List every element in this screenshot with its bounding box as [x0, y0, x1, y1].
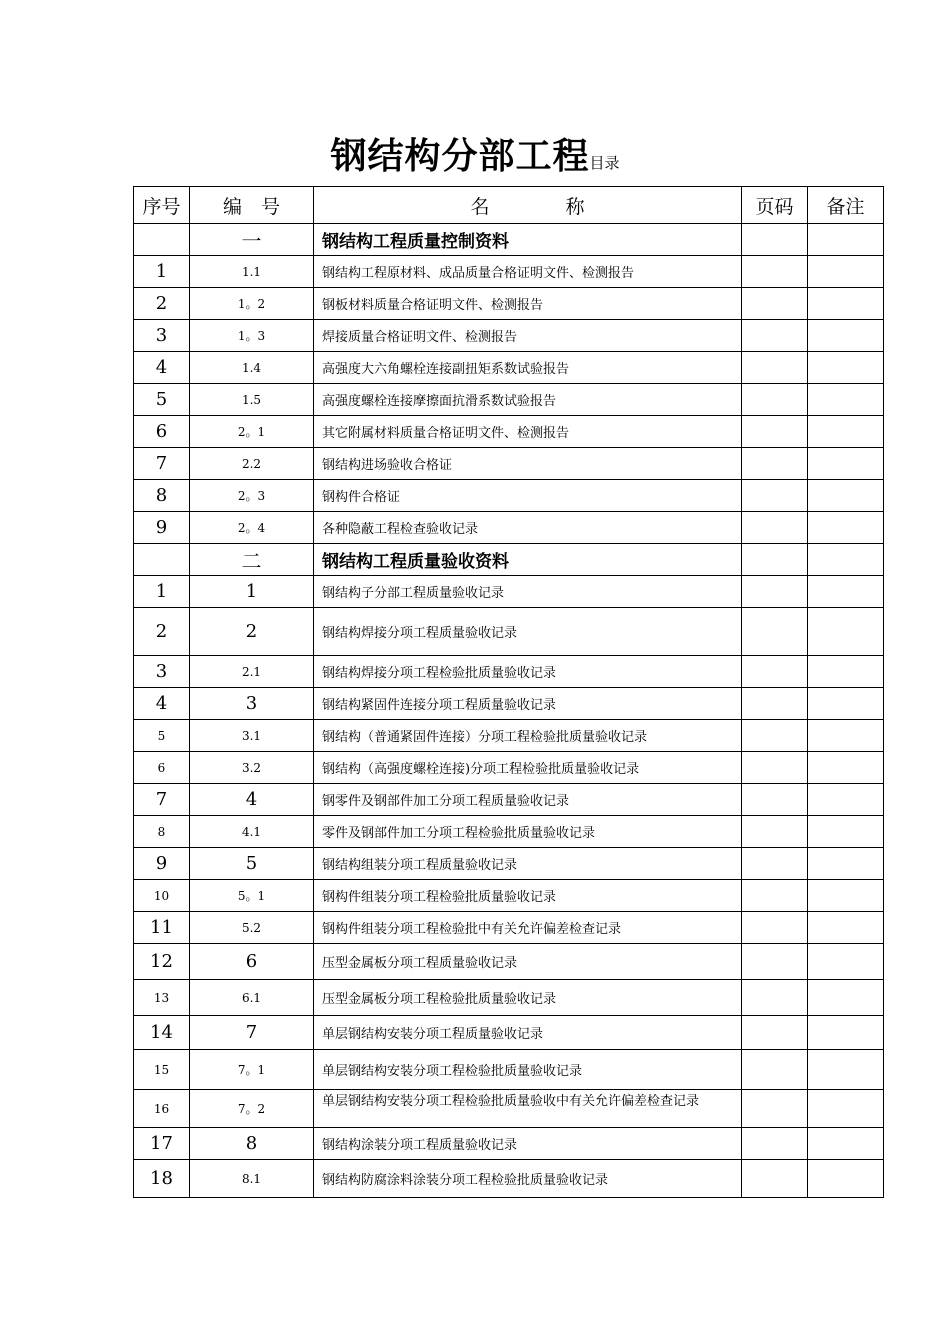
catalog-table: [133, 186, 884, 1198]
cell-name: 单层钢结构安装分项工程质量验收记录: [314, 1016, 742, 1050]
cell-seq: 13: [134, 980, 190, 1016]
cell-seq: 1: [134, 256, 190, 288]
cell-page: [742, 784, 808, 816]
cell-remark: [808, 256, 884, 288]
table-row: [134, 288, 884, 320]
cell-seq: 5: [134, 720, 190, 752]
cell-seq: 11: [134, 912, 190, 944]
cell-name: 钢结构焊接分项工程检验批质量验收记录: [314, 656, 742, 688]
table-row: [134, 576, 884, 608]
section-row: [134, 224, 884, 256]
cell-seq: 2: [134, 288, 190, 320]
cell-name: 其它附属材料质量合格证明文件、检测报告: [314, 416, 742, 448]
table-row: [134, 1090, 884, 1128]
cell-name: 钢结构工程原材料、成品质量合格证明文件、检测报告: [314, 256, 742, 288]
cell-page: [742, 980, 808, 1016]
cell-name: 钢构件合格证: [314, 480, 742, 512]
cell-name: 钢结构子分部工程质量验收记录: [314, 576, 742, 608]
cell-seq: 4: [134, 688, 190, 720]
cell-seq: 7: [134, 784, 190, 816]
cell-name: 钢结构（高强度螺栓连接)分项工程检验批质量验收记录: [314, 752, 742, 784]
section-row: [134, 544, 884, 576]
cell-page: [742, 512, 808, 544]
cell-name: 焊接质量合格证明文件、检测报告: [314, 320, 742, 352]
table-row: [134, 480, 884, 512]
cell-remark: [808, 224, 884, 256]
cell-remark: [808, 544, 884, 576]
cell-remark: [808, 288, 884, 320]
cell-remark: [808, 384, 884, 416]
cell-page: [742, 416, 808, 448]
cell-page: [742, 448, 808, 480]
cell-remark: [808, 1128, 884, 1160]
cell-page: [742, 912, 808, 944]
table-row: [134, 256, 884, 288]
table-row: [134, 1050, 884, 1090]
cell-code: 二: [190, 544, 314, 576]
cell-code: 1。3: [190, 320, 314, 352]
cell-name: 钢结构组装分项工程质量验收记录: [314, 848, 742, 880]
cell-name: 零件及钢部件加工分项工程检验批质量验收记录: [314, 816, 742, 848]
cell-code: 8: [190, 1128, 314, 1160]
header-name: 名 称: [314, 187, 742, 224]
cell-remark: [808, 784, 884, 816]
cell-remark: [808, 608, 884, 656]
cell-seq: 8: [134, 480, 190, 512]
cell-remark: [808, 720, 884, 752]
table-row: [134, 448, 884, 480]
cell-name: 各种隐蔽工程检查验收记录: [314, 512, 742, 544]
cell-page: [742, 480, 808, 512]
cell-seq: 17: [134, 1128, 190, 1160]
cell-seq: 10: [134, 880, 190, 912]
cell-remark: [808, 656, 884, 688]
cell-page: [742, 544, 808, 576]
table-row: [134, 752, 884, 784]
cell-seq: 2: [134, 608, 190, 656]
table-row: [134, 912, 884, 944]
cell-name: 钢结构紧固件连接分项工程质量验收记录: [314, 688, 742, 720]
table-row: [134, 320, 884, 352]
cell-remark: [808, 816, 884, 848]
table-row: [134, 944, 884, 980]
cell-code: 3.1: [190, 720, 314, 752]
cell-page: [742, 384, 808, 416]
cell-page: [742, 608, 808, 656]
cell-name: 单层钢结构安装分项工程检验批质量验收中有关允许偏差检查记录: [314, 1090, 742, 1128]
table-row: [134, 880, 884, 912]
cell-code: 3.2: [190, 752, 314, 784]
cell-seq: 7: [134, 448, 190, 480]
cell-page: [742, 848, 808, 880]
cell-code: 1.4: [190, 352, 314, 384]
cell-seq: 18: [134, 1160, 190, 1198]
cell-page: [742, 288, 808, 320]
cell-seq: 3: [134, 320, 190, 352]
table-row: [134, 656, 884, 688]
cell-code: 2。4: [190, 512, 314, 544]
cell-code: 1: [190, 576, 314, 608]
cell-name: 压型金属板分项工程质量验收记录: [314, 944, 742, 980]
cell-name: 压型金属板分项工程检验批质量验收记录: [314, 980, 742, 1016]
cell-remark: [808, 1160, 884, 1198]
table-row: [134, 1128, 884, 1160]
table-row: [134, 688, 884, 720]
cell-seq: 6: [134, 752, 190, 784]
cell-remark: [808, 416, 884, 448]
cell-seq: [134, 544, 190, 576]
cell-seq: 9: [134, 512, 190, 544]
cell-page: [742, 352, 808, 384]
catalog-table-body: [134, 187, 884, 1198]
cell-seq: 4: [134, 352, 190, 384]
cell-name: 钢板材料质量合格证明文件、检测报告: [314, 288, 742, 320]
cell-name: 钢结构（普通紧固件连接）分项工程检验批质量验收记录: [314, 720, 742, 752]
cell-code: 1.5: [190, 384, 314, 416]
cell-page: [742, 688, 808, 720]
cell-name: 单层钢结构安装分项工程检验批质量验收记录: [314, 1050, 742, 1090]
title-sub: 目录: [589, 154, 620, 172]
cell-code: 1。2: [190, 288, 314, 320]
cell-name: 钢结构防腐涂料涂装分项工程检验批质量验收记录: [314, 1160, 742, 1198]
cell-seq: 3: [134, 656, 190, 688]
table-row: [134, 848, 884, 880]
cell-remark: [808, 512, 884, 544]
cell-code: 4: [190, 784, 314, 816]
cell-seq: 1: [134, 576, 190, 608]
header-page: 页码: [742, 187, 808, 224]
cell-remark: [808, 1050, 884, 1090]
table-row: [134, 416, 884, 448]
cell-seq: 6: [134, 416, 190, 448]
cell-page: [742, 1016, 808, 1050]
cell-page: [742, 1128, 808, 1160]
cell-page: [742, 720, 808, 752]
cell-code: 2.1: [190, 656, 314, 688]
cell-code: 7: [190, 1016, 314, 1050]
cell-seq: 9: [134, 848, 190, 880]
cell-name: 钢结构进场验收合格证: [314, 448, 742, 480]
cell-remark: [808, 320, 884, 352]
cell-remark: [808, 448, 884, 480]
table-row: [134, 1160, 884, 1198]
cell-name: 钢零件及钢部件加工分项工程质量验收记录: [314, 784, 742, 816]
cell-page: [742, 944, 808, 980]
cell-seq: 5: [134, 384, 190, 416]
cell-remark: [808, 1090, 884, 1128]
header-row: [134, 187, 884, 224]
table-row: [134, 720, 884, 752]
cell-code: 2: [190, 608, 314, 656]
table-row: [134, 352, 884, 384]
cell-code: 一: [190, 224, 314, 256]
cell-remark: [808, 912, 884, 944]
title-main: 钢结构分部工程: [330, 136, 590, 177]
cell-remark: [808, 688, 884, 720]
cell-remark: [808, 980, 884, 1016]
cell-name: 高强度大六角螺栓连接副扭矩系数试验报告: [314, 352, 742, 384]
cell-page: [742, 816, 808, 848]
cell-seq: 15: [134, 1050, 190, 1090]
cell-page: [742, 880, 808, 912]
cell-code: 5: [190, 848, 314, 880]
cell-remark: [808, 752, 884, 784]
cell-remark: [808, 880, 884, 912]
cell-page: [742, 1050, 808, 1090]
header-remark: 备注: [808, 187, 884, 224]
cell-name: 钢构件组装分项工程检验批中有关允许偏差检查记录: [314, 912, 742, 944]
table-row: [134, 1016, 884, 1050]
table-row: [134, 784, 884, 816]
cell-remark: [808, 1016, 884, 1050]
document-title: [0, 128, 950, 179]
cell-name: 钢结构工程质量控制资料: [314, 224, 742, 256]
cell-seq: [134, 224, 190, 256]
cell-seq: 16: [134, 1090, 190, 1128]
table-row: [134, 980, 884, 1016]
cell-page: [742, 224, 808, 256]
cell-page: [742, 256, 808, 288]
cell-remark: [808, 480, 884, 512]
table-row: [134, 608, 884, 656]
cell-code: 6: [190, 944, 314, 980]
cell-remark: [808, 944, 884, 980]
header-code: 编 号: [190, 187, 314, 224]
cell-name: 钢结构焊接分项工程质量验收记录: [314, 608, 742, 656]
cell-page: [742, 752, 808, 784]
cell-code: 5。1: [190, 880, 314, 912]
cell-code: 2.2: [190, 448, 314, 480]
cell-name: 高强度螺栓连接摩擦面抗滑系数试验报告: [314, 384, 742, 416]
cell-code: 4.1: [190, 816, 314, 848]
cell-name: 钢构件组装分项工程检验批质量验收记录: [314, 880, 742, 912]
cell-page: [742, 576, 808, 608]
cell-code: 2。1: [190, 416, 314, 448]
cell-remark: [808, 576, 884, 608]
cell-name: 钢结构涂装分项工程质量验收记录: [314, 1128, 742, 1160]
cell-code: 3: [190, 688, 314, 720]
cell-remark: [808, 848, 884, 880]
cell-page: [742, 656, 808, 688]
table-row: [134, 384, 884, 416]
cell-code: 1.1: [190, 256, 314, 288]
cell-page: [742, 1160, 808, 1198]
cell-page: [742, 320, 808, 352]
cell-seq: 14: [134, 1016, 190, 1050]
table-row: [134, 512, 884, 544]
cell-code: 6.1: [190, 980, 314, 1016]
cell-seq: 12: [134, 944, 190, 980]
cell-code: 2。3: [190, 480, 314, 512]
cell-code: 7。1: [190, 1050, 314, 1090]
cell-code: 8.1: [190, 1160, 314, 1198]
cell-remark: [808, 352, 884, 384]
cell-seq: 8: [134, 816, 190, 848]
cell-name: 钢结构工程质量验收资料: [314, 544, 742, 576]
table-row: [134, 816, 884, 848]
cell-page: [742, 1090, 808, 1128]
header-seq: 序号: [134, 187, 190, 224]
cell-code: 7。2: [190, 1090, 314, 1128]
cell-code: 5.2: [190, 912, 314, 944]
